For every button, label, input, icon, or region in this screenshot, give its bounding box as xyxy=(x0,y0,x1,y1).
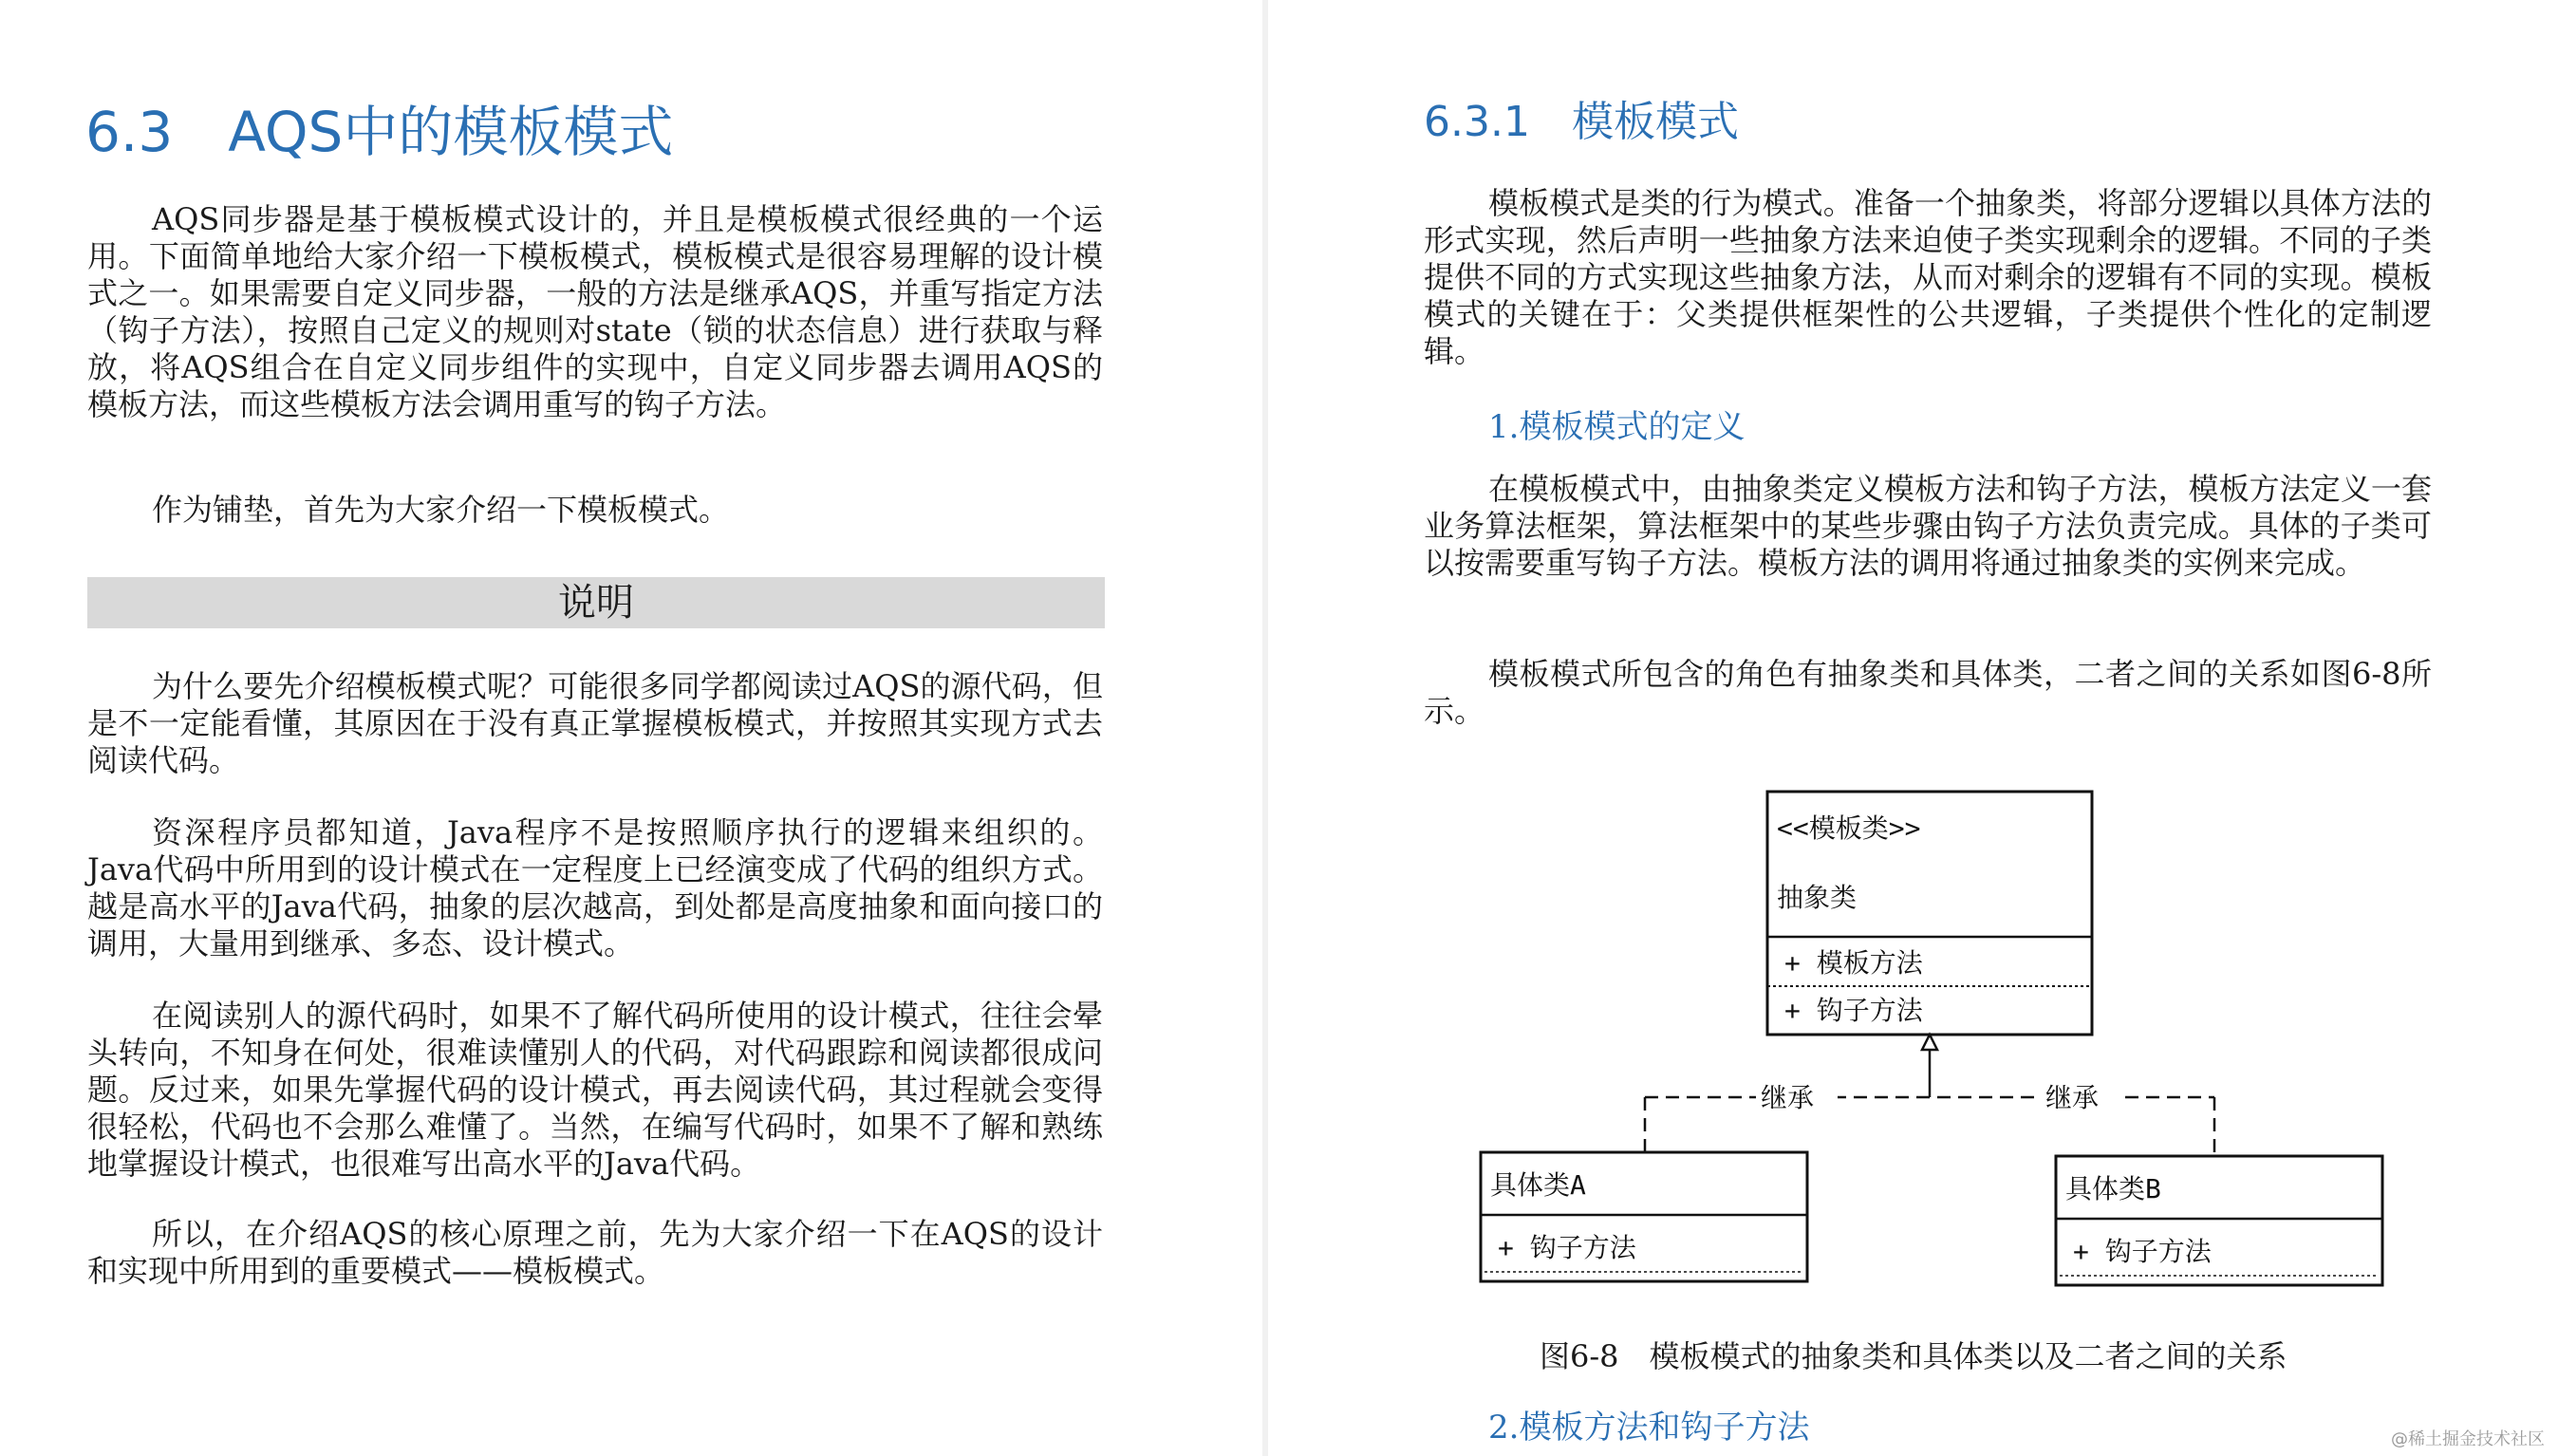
roles-paragraph: 模板模式所包含的角色有抽象类和具体类，二者之间的关系如图6-8所示。 xyxy=(1424,656,2432,729)
concrete-class-b-box xyxy=(2056,1156,2382,1285)
pattern-intro-paragraph: 模板模式是类的行为模式。准备一个抽象类，将部分逻辑以具体方法的形式实现，然后声明一些抽象方法来迫使子类实现剩余的逻辑。不同的子类提供不同的方式实现这些抽象方法，从而对剩余的逻辑有不同的实现。模板模式的关键在于：父类提供框架性的公共逻辑，子类提供个性化的定制逻辑。 xyxy=(1424,185,2432,369)
concrete-class-a-box xyxy=(1481,1152,1807,1281)
definition-paragraph: 在模板模式中，由抽象类定义模板方法和钩子方法，模板方法定义一套业务算法框架，算法框架中的某些步骤由钩子方法负责完成。具体的子类可以按需要重写钩子方法。模板方法的调用将通过抽象类的实例来完成。 xyxy=(1424,471,2432,581)
class-a-name: 具体类A xyxy=(1490,1169,1586,1201)
uml-class-diagram xyxy=(1471,790,2411,1293)
class-b-name: 具体类B xyxy=(2065,1173,2161,1204)
intro-paragraph: AQS同步器是基于模板模式设计的，并且是模板模式很经典的一个运用。下面简单地给大家介绍一下模板模式，模板模式是很容易理解的设计模式之一。如果需要自定义同步器，一般的方法是继承AQS，并重写指定方法（钩子方法），按照自己定义的规则对state（锁的状态信息）进行获取与释放，将AQS组合在自定义同步组件的实现中，自定义同步器去调用AQS的模板方法，而这些模板方法会调用重写的钩子方法。 xyxy=(87,201,1103,422)
figure-caption: 图6-8 模板模式的抽象类和具体类以及二者之间的关系 xyxy=(1540,1338,2287,1374)
lead-in-paragraph: 作为铺垫，首先为大家介绍一下模板模式。 xyxy=(152,492,730,528)
abstract-class-name: 抽象类 xyxy=(1777,882,1858,913)
abstract-method-hook: + 钩子方法 xyxy=(1784,995,1923,1026)
hook-method-heading: 2.模板方法和钩子方法 xyxy=(1488,1409,1810,1447)
class-b-hook-method: + 钩子方法 xyxy=(2073,1236,2212,1267)
note-paragraph-2: 资深程序员都知道，Java程序不是按照顺序执行的逻辑来组织的。Java代码中所用到的设计模式在一定程度上已经演变成了代码的组织方式。越是高水平的Java代码，抽象的层次越高，到处都是高度抽象和面向接口的调用，大量用到继承、多态、设计模式。 xyxy=(87,814,1103,961)
abstract-method-template: + 模板方法 xyxy=(1784,947,1923,979)
definition-heading: 1.模板模式的定义 xyxy=(1488,408,1746,446)
inherit-label-right: 继承 xyxy=(2045,1082,2100,1113)
subsection-heading: 6.3.1 模板模式 xyxy=(1424,98,1739,146)
abstract-class-box xyxy=(1767,792,2092,1035)
note-title-bar: 说明 xyxy=(87,577,1105,628)
class-a-hook-method: + 钩子方法 xyxy=(1498,1232,1636,1263)
note-paragraph-4: 所以，在介绍AQS的核心原理之前，先为大家介绍一下在AQS的设计和实现中所用到的重要模式——模板模式。 xyxy=(87,1216,1103,1289)
note-paragraph-1: 为什么要先介绍模板模式呢？可能很多同学都阅读过AQS的源代码，但是不一定能看懂，其原因在于没有真正掌握模板模式，并按照其实现方式去阅读代码。 xyxy=(87,668,1103,778)
watermark: @稀土掘金技术社区 xyxy=(2391,1429,2545,1449)
inherit-label-left: 继承 xyxy=(1761,1082,1815,1113)
inheritance-connector xyxy=(1645,1035,2214,1156)
note-paragraph-3: 在阅读别人的源代码时，如果不了解代码所使用的设计模式，往往会晕头转向，不知身在何处，很难读懂别人的代码，对代码跟踪和阅读都很成问题。反过来，如果先掌握代码的设计模式，再去阅读代码，其过程就会变得很轻松，代码也不会那么难懂了。当然，在编写代码时，如果不了解和熟练地掌握设计模式，也很难写出高水平的Java代码。 xyxy=(87,998,1103,1182)
section-heading: 6.3 AQS中的模板模式 xyxy=(85,100,674,164)
abstract-stereotype: <<模板类>> xyxy=(1777,812,1921,844)
left-page xyxy=(0,0,1262,1456)
